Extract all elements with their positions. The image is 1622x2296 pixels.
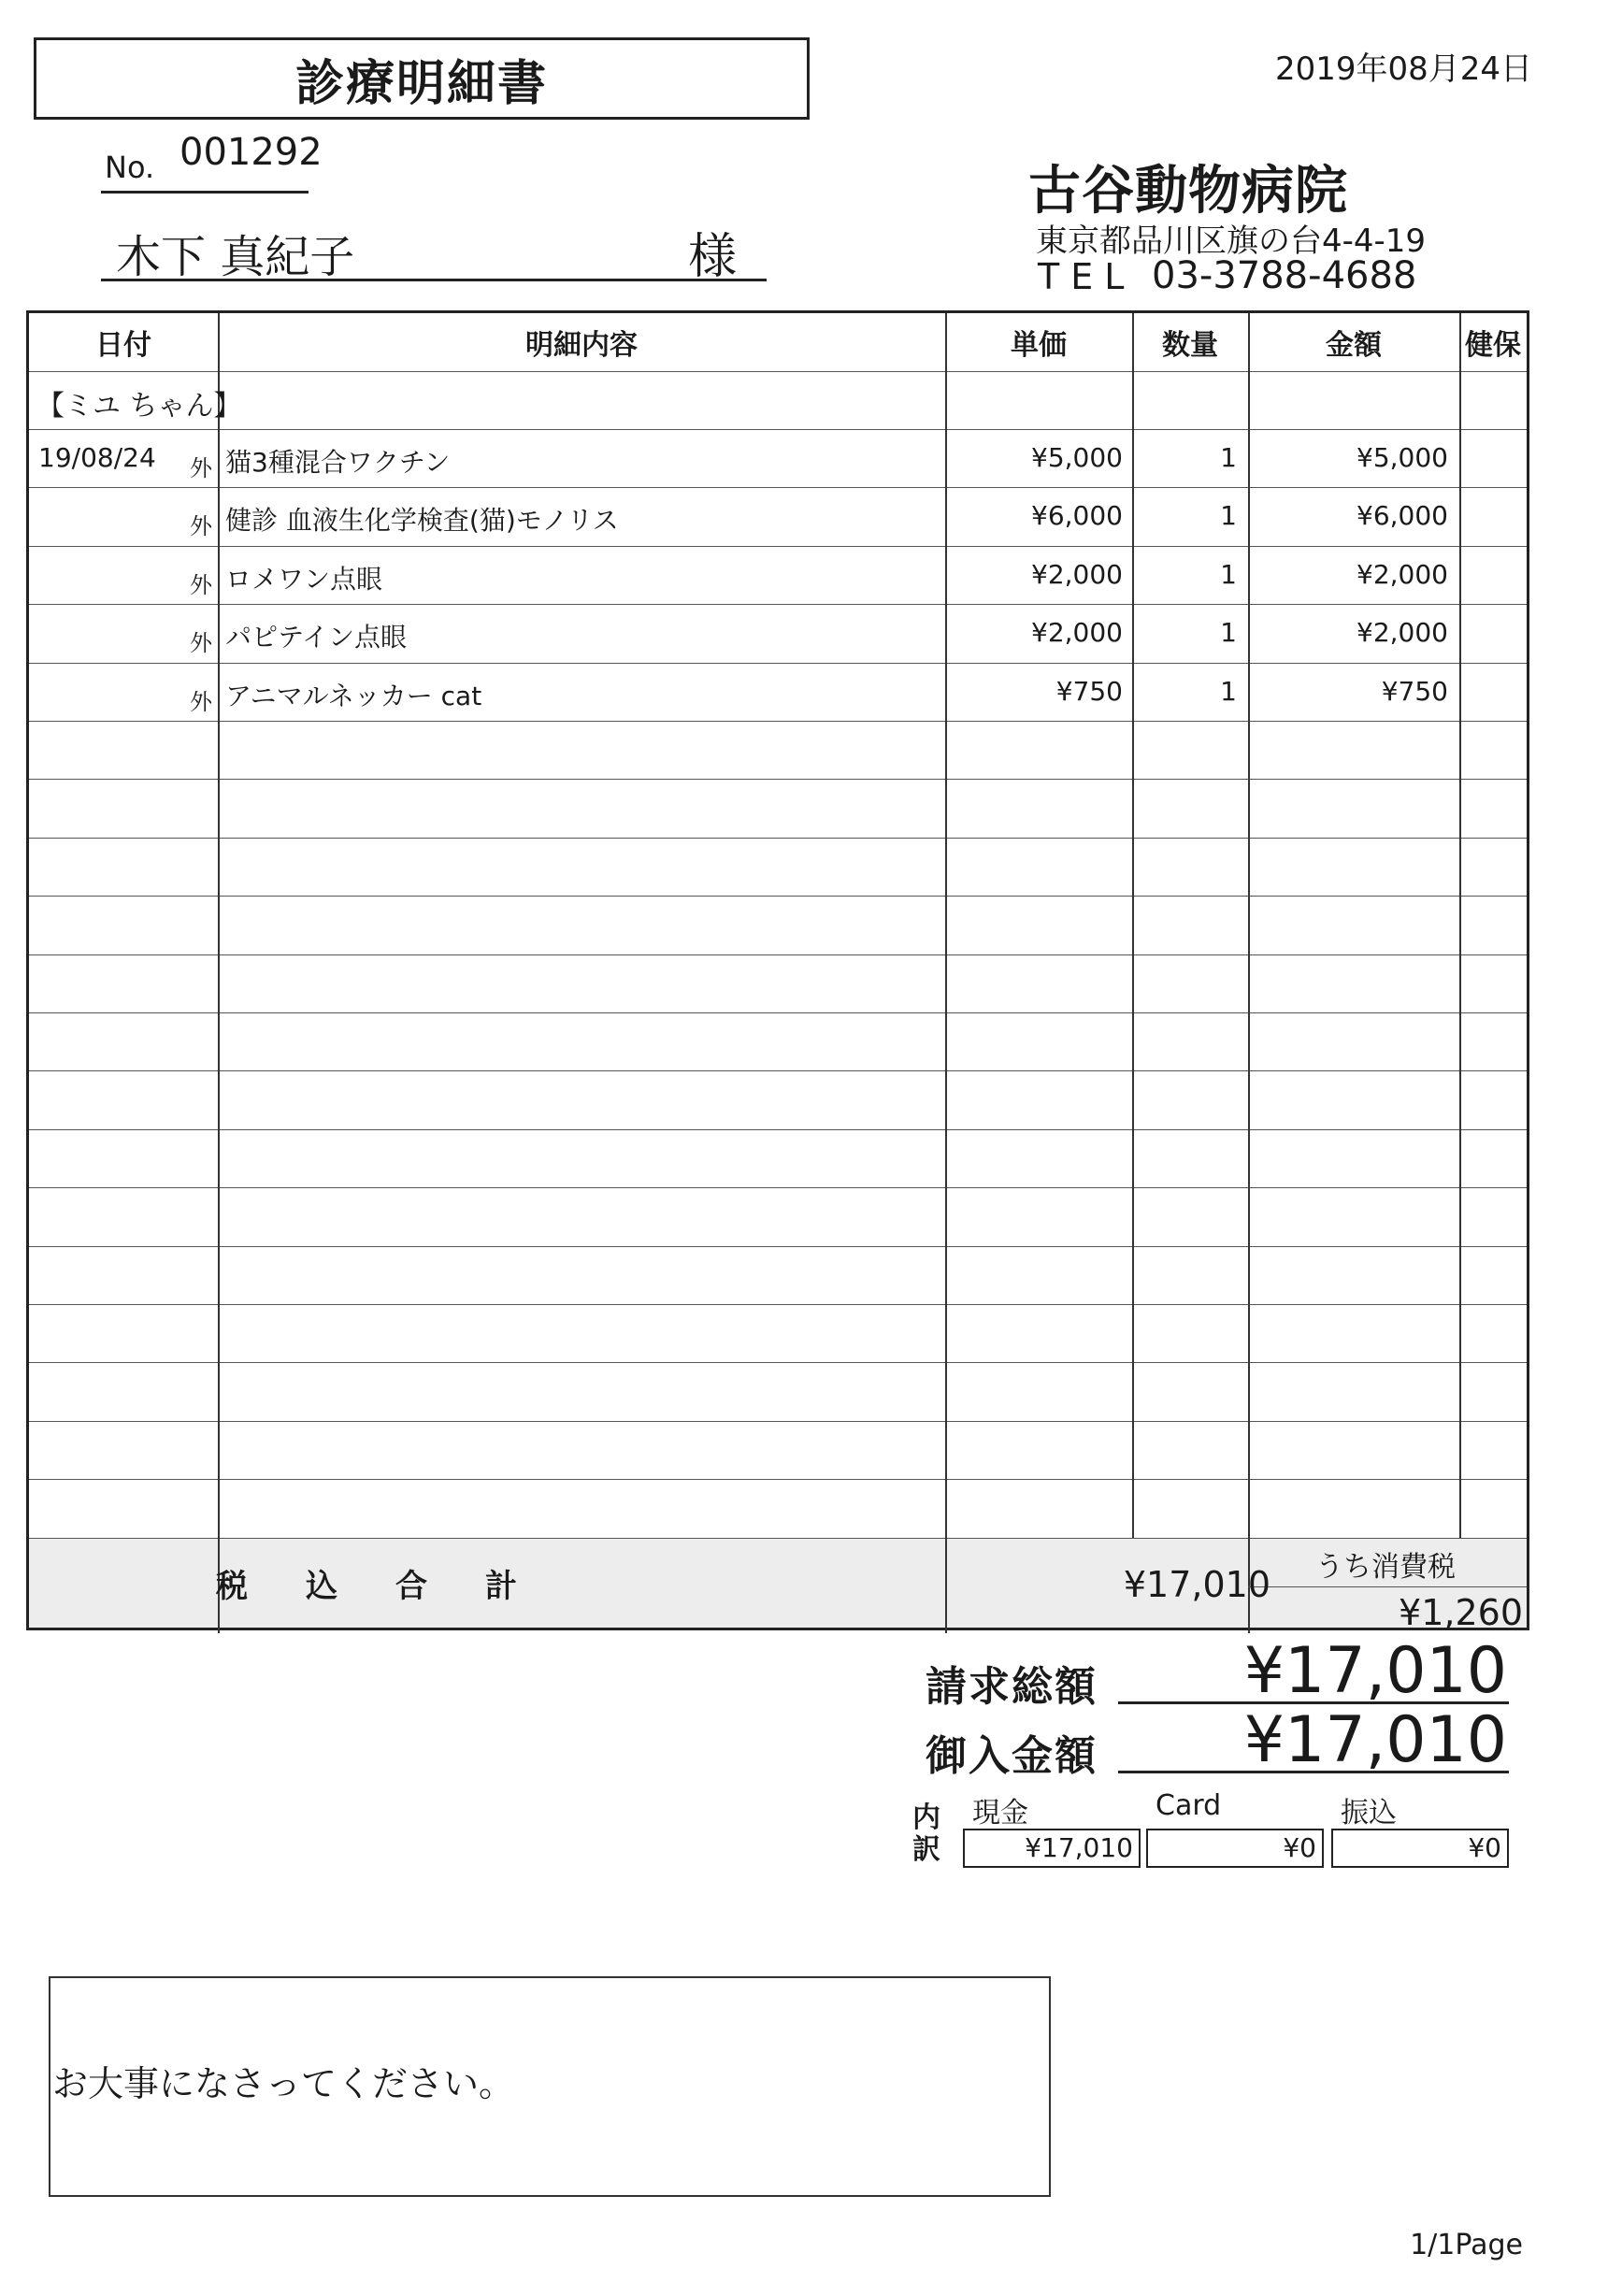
row-divider — [29, 779, 1527, 780]
row-divider — [29, 1012, 1527, 1013]
row-unit-price: ¥6,000 — [1031, 500, 1123, 532]
header-insurance: 健保 — [1465, 329, 1521, 362]
row-description: 猫3種混合ワクチン — [225, 447, 451, 478]
row-quantity: 1 — [1220, 500, 1237, 532]
row-description: アニマルネッカー cat — [225, 680, 482, 711]
row-category-tag: 外 — [190, 688, 212, 715]
column-divider — [1132, 313, 1134, 1538]
breakdown-cash-label: 現金 — [972, 1797, 1028, 1830]
row-description: ロメワン点眼 — [225, 563, 383, 595]
row-amount: ¥6,000 — [1356, 500, 1448, 532]
consumption-tax-divider — [1248, 1586, 1527, 1587]
row-unit-price: ¥2,000 — [1031, 617, 1123, 649]
clinic-address: 東京都品川区旗の台4-4-19 — [1036, 222, 1427, 260]
invoice-number: 001292 — [179, 131, 323, 174]
row-divider — [29, 663, 1527, 664]
row-divider — [29, 604, 1527, 605]
row-divider — [29, 1479, 1527, 1480]
row-divider — [29, 1246, 1527, 1247]
billing-total-label: 請求総額 — [926, 1663, 1098, 1711]
column-divider — [1459, 313, 1461, 1538]
header-unit-price: 単価 — [1011, 329, 1067, 362]
document-title: 診療明細書 — [34, 37, 810, 120]
invoice-number-label: No. — [105, 150, 155, 185]
page-indicator: 1/1Page — [1410, 2229, 1523, 2261]
row-divider — [29, 487, 1527, 488]
row-unit-price: ¥5,000 — [1031, 442, 1123, 473]
details-table — [26, 310, 1529, 1633]
row-divider — [29, 1362, 1527, 1363]
row-amount: ¥750 — [1381, 675, 1448, 707]
note-box — [49, 1976, 1051, 2197]
row-divider — [29, 954, 1527, 955]
row-divider — [29, 1538, 1527, 1539]
consumption-tax-label: うち消費税 — [1315, 1551, 1456, 1584]
row-divider — [29, 896, 1527, 897]
row-category-tag: 外 — [190, 513, 212, 540]
customer-name: 木下 真紀子 — [116, 231, 355, 283]
row-quantity: 1 — [1220, 617, 1237, 649]
row-divider — [29, 1304, 1527, 1305]
row-date: 19/08/24 — [38, 442, 156, 473]
header-description: 明細内容 — [525, 329, 638, 362]
tax-included-total-label: 税込合計 — [216, 1568, 575, 1605]
row-divider — [29, 546, 1527, 547]
received-total: ¥17,010 — [1243, 1703, 1507, 1777]
tax-included-total: ¥17,010 — [1123, 1564, 1270, 1605]
row-quantity: 1 — [1220, 558, 1237, 590]
breakdown-cash-value: ¥17,010 — [963, 1829, 1141, 1868]
consumption-tax: ¥1,260 — [1399, 1592, 1523, 1633]
row-amount: ¥5,000 — [1356, 442, 1448, 473]
row-divider — [29, 838, 1527, 839]
note-text: お大事になさってください。 — [52, 2063, 515, 2104]
row-divider — [29, 429, 1527, 430]
row-divider — [29, 721, 1527, 722]
row-description: パピテイン点眼 — [225, 622, 408, 653]
row-quantity: 1 — [1220, 442, 1237, 473]
row-amount: ¥2,000 — [1356, 617, 1448, 649]
breakdown-transfer-label: 振込 — [1341, 1797, 1397, 1830]
column-divider — [945, 313, 947, 1633]
row-divider — [29, 1070, 1527, 1071]
header-date: 日付 — [95, 329, 151, 362]
clinic-tel-label: TEL — [1038, 256, 1136, 297]
customer-honorific: 様 — [688, 229, 738, 285]
column-divider — [1248, 313, 1250, 1633]
header-quantity: 数量 — [1162, 329, 1218, 362]
row-category-tag: 外 — [190, 630, 212, 657]
row-unit-price: ¥2,000 — [1031, 558, 1123, 590]
column-divider — [218, 313, 220, 1633]
received-total-label: 御入金額 — [926, 1732, 1098, 1780]
row-amount: ¥2,000 — [1356, 558, 1448, 590]
breakdown-label: 内訳 — [912, 1801, 940, 1866]
header-amount: 金額 — [1326, 329, 1382, 362]
row-category-tag: 外 — [190, 571, 212, 598]
row-divider — [29, 1129, 1527, 1130]
clinic-name: 古谷動物病院 — [1028, 161, 1348, 222]
row-divider — [29, 1421, 1527, 1422]
row-divider — [29, 1187, 1527, 1188]
breakdown-card-value: ¥0 — [1146, 1829, 1324, 1868]
received-total-underline — [1118, 1771, 1509, 1773]
issue-date: 2019年08月24日 — [1274, 50, 1532, 88]
pet-name: 【ミユ ちゃん】 — [36, 390, 242, 423]
row-category-tag: 外 — [190, 455, 212, 481]
clinic-tel: 03-3788-4688 — [1152, 254, 1417, 297]
breakdown-card-label: Card — [1155, 1789, 1222, 1822]
row-quantity: 1 — [1220, 675, 1237, 707]
breakdown-transfer-value: ¥0 — [1331, 1829, 1509, 1868]
row-description: 健診 血液生化学検査(猫)モノリス — [225, 505, 619, 537]
billing-total: ¥17,010 — [1243, 1634, 1507, 1708]
row-divider — [29, 371, 1527, 372]
row-unit-price: ¥750 — [1055, 675, 1123, 707]
